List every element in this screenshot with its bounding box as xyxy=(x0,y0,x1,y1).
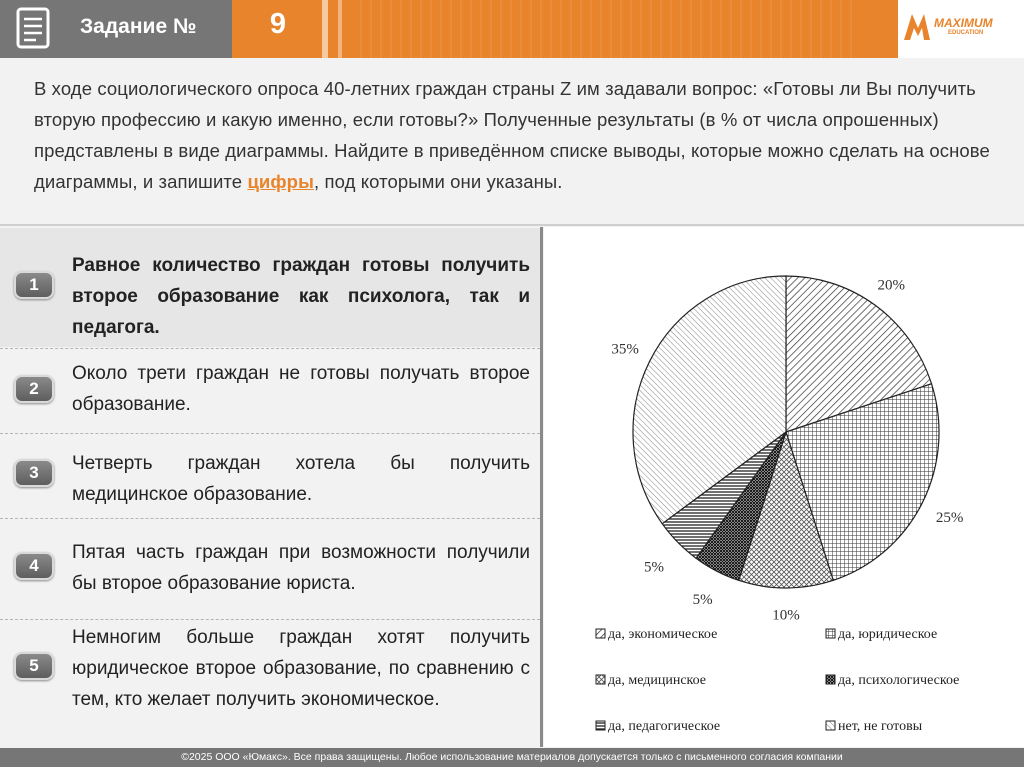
pie-value-label: 10% xyxy=(772,607,800,624)
legend-label: да, педагогическое xyxy=(608,719,721,734)
option-item-4[interactable] xyxy=(0,519,540,619)
header-stripe xyxy=(338,0,342,58)
option-item-2[interactable] xyxy=(0,349,540,433)
legend-label: да, медицинское xyxy=(608,673,707,688)
section-divider xyxy=(0,224,1024,226)
footer-copyright: ©2025 ООО «Юмакс». Все права защищены. Любое использование материалов допускается только с письменного согласия компании xyxy=(0,748,1024,767)
question-text xyxy=(34,73,1000,197)
pie-value-label: 35% xyxy=(611,341,639,358)
legend-swatch xyxy=(826,675,835,684)
option-text: Около трети граждан не готовы получать второе образование. xyxy=(72,363,530,415)
legend-swatch xyxy=(826,629,835,638)
logo-text: MAXIMUM xyxy=(934,16,993,30)
legend-swatch xyxy=(826,721,835,730)
option-text: Равное количество граждан готовы получить второе образование как психолога, так и педагога. xyxy=(72,255,530,338)
option-text: Немногим больше граждан хотят получить юридическое второе образование, по сравнению с тем, кто желает получить экономическое. xyxy=(72,627,530,710)
legend-swatch xyxy=(596,721,605,730)
header-bar xyxy=(0,0,1024,58)
maximum-logo-icon xyxy=(902,10,932,44)
pie-value-label: 25% xyxy=(935,509,964,526)
pie-value-label: 5% xyxy=(692,591,713,608)
question-body: В ходе социологического опроса 40-летних граждан страны Z им задавали вопрос: «Готовы ли Вы получить вторую профессию и какую именно, если готовы?» Полученные результаты (в % от числа опрошенных) представлены в виде диаграммы. Найдите в приведённом списке выводы, которые можно сделать на основе диаграммы, и запишите xyxy=(34,78,990,192)
task-number: 9 xyxy=(269,8,287,40)
legend-swatch xyxy=(596,675,605,684)
option-number-badge: 3 xyxy=(14,459,54,487)
pie-value-label: 5% xyxy=(644,559,665,576)
vertical-divider xyxy=(540,227,543,747)
logo-subtext: EDUCATION xyxy=(948,30,984,36)
legend-label: да, юридическое xyxy=(838,627,938,642)
pie-chart xyxy=(544,227,1024,747)
legend-swatch xyxy=(596,629,605,638)
option-item-5[interactable] xyxy=(0,620,540,747)
task-title: Задание № xyxy=(80,15,197,38)
header-texture xyxy=(360,0,860,58)
legend-label: да, экономическое xyxy=(608,627,718,642)
pie-value-label: 20% xyxy=(877,277,905,294)
legend-label: да, психологическое xyxy=(838,673,960,688)
option-number-badge: 5 xyxy=(14,652,54,680)
option-text: Пятая часть граждан при возможности получили бы второе образование юриста. xyxy=(72,542,530,594)
legend-label: нет, не готовы xyxy=(838,719,923,734)
option-number-badge: 1 xyxy=(14,271,54,299)
question-highlight: цифры xyxy=(247,171,314,192)
question-end: , под которыми они указаны. xyxy=(313,171,563,192)
option-text: Четверть граждан хотела бы получить медицинское образование. xyxy=(72,453,530,505)
document-icon xyxy=(10,5,60,53)
option-item-1[interactable] xyxy=(0,228,540,347)
option-number-badge: 4 xyxy=(14,552,54,580)
option-number-badge: 2 xyxy=(14,375,54,403)
option-item-3[interactable] xyxy=(0,434,540,518)
